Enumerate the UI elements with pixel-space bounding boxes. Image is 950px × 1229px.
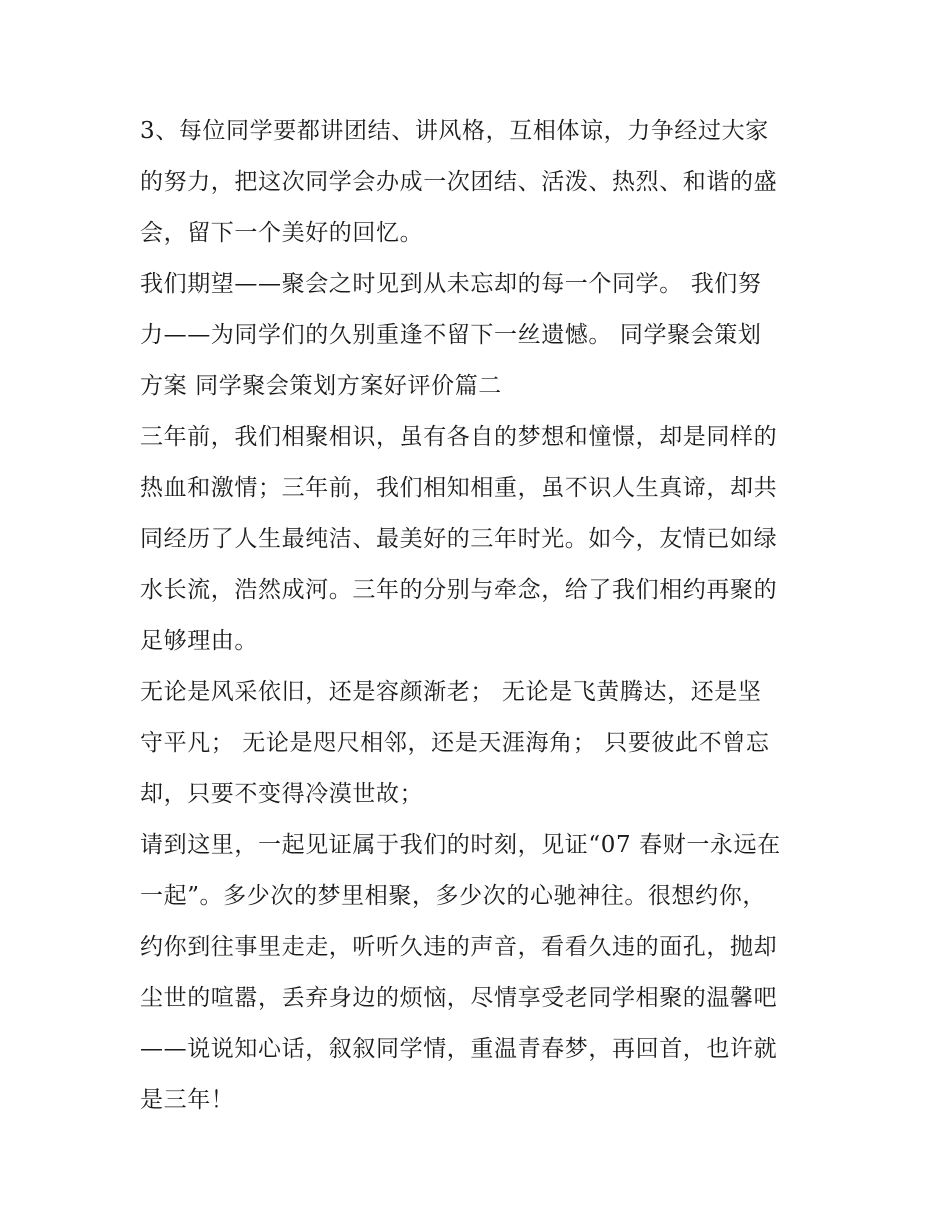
text-line: 方案 同学聚会策划方案好评价篇二	[140, 373, 502, 399]
text-line: 一起”。多少次的梦里相聚，多少次的心驰神往。很想约你，	[140, 883, 766, 909]
text-line: 守平凡； 无论是咫尺相邻，还是天涯海角； 只要彼此不曾忘	[140, 730, 770, 756]
paragraph-three-years-ago	[140, 412, 820, 667]
text-line: 却，只要不变得冷漠世故；	[140, 781, 424, 807]
document-body	[140, 106, 820, 1126]
text-line: 我们期望——聚会之时见到从未忘却的每一个同学。 我们努	[140, 271, 762, 297]
text-line: 请到这里，一起见证属于我们的时刻，见证“07 春财一永远在	[140, 832, 781, 858]
text-line: 3、每位同学要都讲团结、讲风格，互相体谅，力争经过大家	[140, 118, 769, 144]
text-line: 会，留下一个美好的回忆。	[140, 220, 424, 246]
text-line: 水长流，浩然成河。三年的分别与牵念，给了我们相约再聚的	[140, 577, 778, 603]
paragraph-expectation	[140, 259, 820, 412]
paragraph-item-3	[140, 106, 820, 259]
text-line: 无论是风采依旧，还是容颜渐老； 无论是飞黄腾达，还是坚	[140, 679, 762, 705]
text-line: ——说说知心话，叙叙同学情，重温青春梦，再回首，也许就	[140, 1036, 778, 1062]
text-line: 约你到往事里走走，听听久违的声音，看看久违的面孔，抛却	[140, 934, 778, 960]
text-line: 是三年！	[140, 1087, 235, 1113]
text-line: 同经历了人生最纯洁、最美好的三年时光。如今，友情已如绿	[140, 526, 778, 552]
text-line: 热血和激情；三年前，我们相知相重，虽不识人生真谛，却共	[140, 475, 778, 501]
paragraph-invitation	[140, 820, 820, 1126]
text-line: 的努力，把这次同学会办成一次团结、活泼、热烈、和谐的盛	[140, 169, 778, 195]
paragraph-no-matter	[140, 667, 820, 820]
text-line: 尘世的喧嚣，丢弃身边的烦恼，尽情享受老同学相聚的温馨吧	[140, 985, 778, 1011]
text-line: 三年前，我们相聚相识，虽有各自的梦想和憧憬，却是同样的	[140, 424, 778, 450]
text-line: 力——为同学们的久别重逢不留下一丝遗憾。 同学聚会策划	[140, 322, 762, 348]
text-line: 足够理由。	[140, 628, 258, 654]
